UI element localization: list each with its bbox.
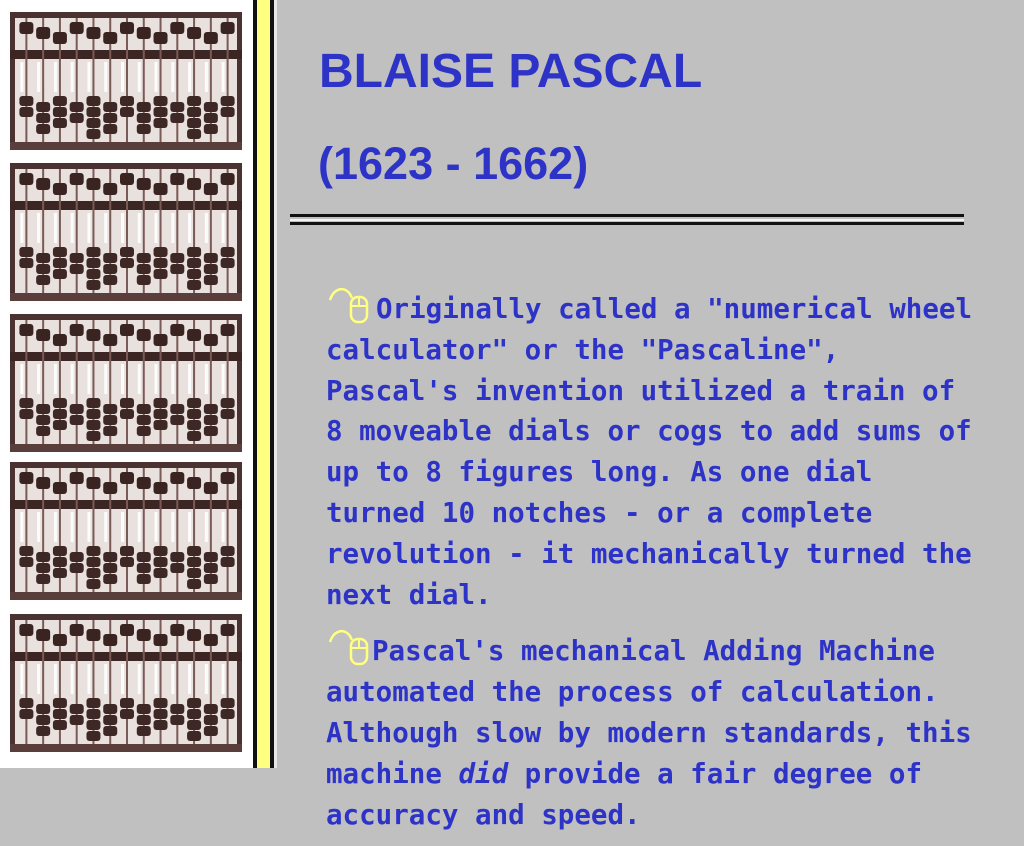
abacus-image: [10, 12, 242, 150]
abacus-sidebar: [0, 0, 255, 768]
abacus-image: [10, 163, 242, 301]
bullet-text: provide a fair degree of accuracy and speed.: [326, 757, 923, 831]
bullet-text: Originally called a "numerical wheel calculator" or the "Pascaline", Pascal's invention utilized a train of 8 moveable dials or cogs to add sums of up to 8 figures long. As one dial turned 10 notches - or a complete revolution - it mechanically turned the next dial.: [326, 293, 973, 611]
slide-dates: (1623 - 1662): [318, 138, 589, 189]
divider-rule: [290, 214, 964, 228]
mouse-icon: [326, 284, 376, 324]
mouse-icon: [326, 626, 372, 666]
bullet-item: [326, 284, 986, 615]
abacus-image: [10, 462, 242, 600]
bullet-text: Pascal's mechanical Adding Machine automated the process of calculation. Although slow by modern standards, this machine: [326, 635, 972, 790]
border-stripe: [274, 0, 277, 768]
abacus-image: [10, 314, 242, 452]
bullet-item: [326, 626, 986, 835]
slide-title: BLAISE PASCAL: [319, 45, 703, 98]
bullet-emphasis: did: [458, 757, 509, 790]
bullet-list: [326, 284, 986, 846]
abacus-image: [10, 614, 242, 752]
border-stripe-yellow: [257, 0, 270, 768]
